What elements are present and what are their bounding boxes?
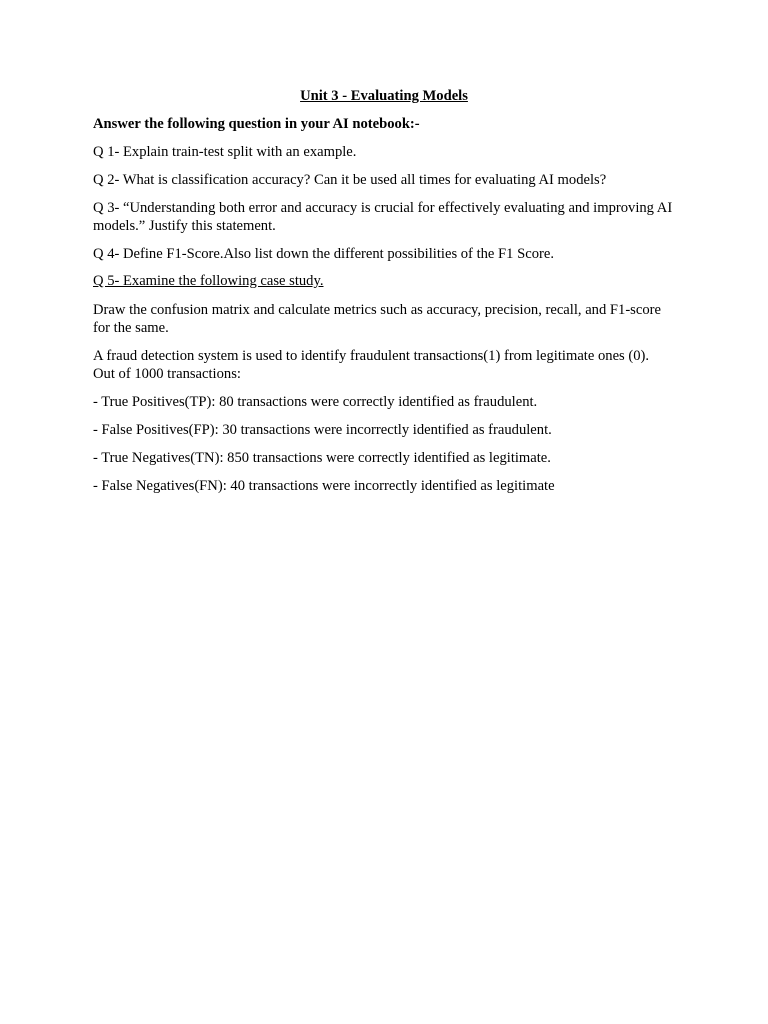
question-4: Q 4- Define F1-Score.Also list down the different possibilities of the F1 Score. — [93, 246, 554, 262]
case-study-scenario: A fraud detection system is used to identify fraudulent transactions(1) from legitimate ones (0). Out of 1000 transactions: — [93, 348, 650, 382]
case-study-task: Draw the confusion matrix and calculate metrics such as accuracy, precision, recall, and F1-score for the same. — [93, 302, 661, 336]
case-item-false-positives: - False Positives(FP): 30 transactions were incorrectly identified as fraudulent. — [93, 422, 552, 438]
question-3: Q 3- “Understanding both error and accuracy is crucial for effectively evaluating and improving AI models.” Justify this statement. — [93, 200, 673, 234]
document-title: Unit 3 - Evaluating Models — [300, 88, 468, 104]
instruction-text: Answer the following question in your AI notebook:- — [93, 116, 420, 132]
question-1: Q 1- Explain train-test split with an example. — [93, 144, 357, 160]
question-5: Q 5- Examine the following case study. — [93, 273, 324, 289]
case-item-false-negatives: - False Negatives(FN): 40 transactions were incorrectly identified as legitimate — [93, 478, 555, 494]
case-item-true-positives: - True Positives(TP): 80 transactions were correctly identified as fraudulent. — [93, 394, 538, 410]
question-2: Q 2- What is classification accuracy? Can it be used all times for evaluating AI models? — [93, 172, 607, 188]
case-item-true-negatives: - True Negatives(TN): 850 transactions were correctly identified as legitimate. — [93, 450, 551, 466]
